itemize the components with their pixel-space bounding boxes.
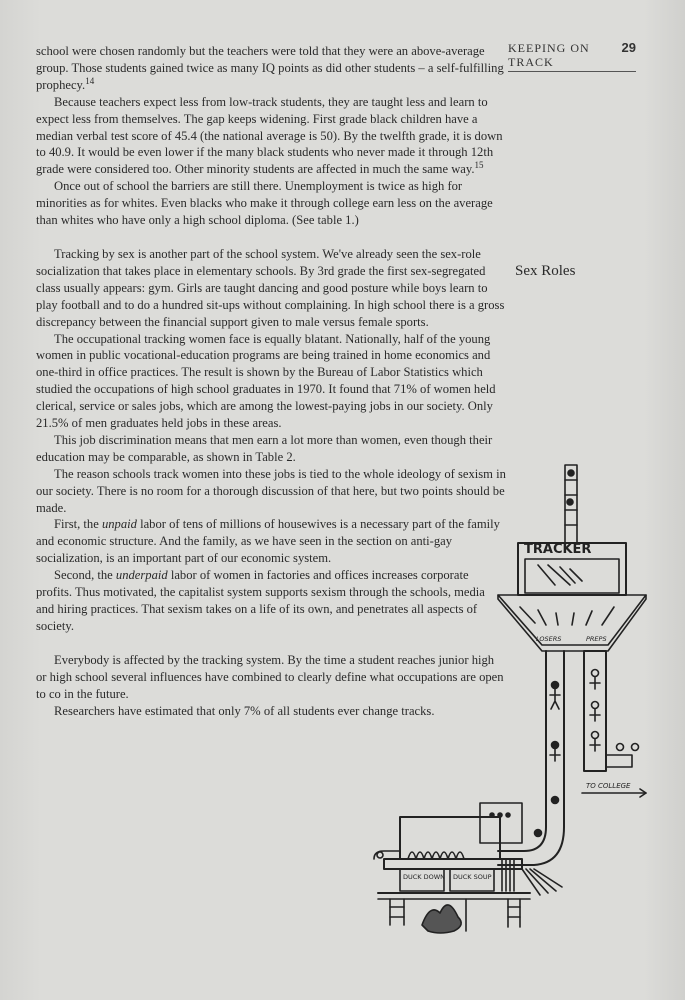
paragraph-text: labor of tens of millions of housewives is a necessary part of the family and economic structure. And the family, as we have seen in the section on anti-gay socialization, is an important part of our economic system.	[36, 517, 500, 566]
paragraph	[36, 94, 506, 179]
paragraph: The reason schools track women into these jobs is tied to the whole ideology of sexism in our society. There is no room for a thorough discussion of that here, but two points should be made.	[36, 466, 506, 515]
tracker-cartoon	[370, 455, 660, 945]
paragraph-text: First, the	[54, 517, 102, 532]
emphasis: underpaid	[115, 568, 168, 583]
arrow-label-college: TO COLLEGE	[586, 782, 631, 790]
chute-label-losers: LOSERS	[536, 635, 562, 643]
paragraph: Once out of school the barriers are still there. Unemployment is twice as high for minorities as for whites. Even blacks who make it through college earn less on the average than whites who have only a high school diploma. (See table 1.)	[36, 179, 493, 228]
running-head	[508, 41, 636, 72]
paragraph-text: Because teachers expect less from low-track students, they are taught less and learn to expect less from themselves. The gap keeps widening. First grade black children have a median verbal test score of 45.4 (the national average is 50). By the twelfth grade, it is down to 40.9. It would be even lower if the many black students who never made it through 12th grade were considered too. Other minority students are affected in much the same way.	[36, 94, 503, 177]
paragraph: Everybody is affected by the tracking system. By the time a student reaches junior high or high school several influences have combined to clearly define what occupations are open to co in the future.	[36, 652, 504, 701]
running-head-section: KEEPING ON TRACK	[508, 41, 590, 69]
paragraph-text: school were chosen randomly but the teachers were told that they were an above-average group. Those students gained twice as many IQ points as did other students – a self-fulfilling prophecy.	[36, 44, 504, 92]
footnote-ref: 14	[85, 75, 95, 86]
paragraph-text: labor of women in factories and offices increases corporate profits. Thus motivated, the capitalist system supports sexism through the schools, media and hiring practices. That sexism takes on a life of its own, and penetrates all aspects of society.	[36, 568, 485, 633]
machine-label: TRACKER	[524, 542, 592, 557]
paragraph: Researchers have estimated that only 7% of all students ever change tracks.	[54, 703, 435, 718]
emphasis: unpaid	[101, 517, 137, 532]
paragraph: Tracking by sex is another part of the school system. We've already seen the sex-role socialization that takes place in elementary schools. By 3rd grade the first sex-segregated class usually appears: gym. Girls are taught dancing and good posture while boys learn to play football and to do a hundred sit-ups without complaining. In high school there is a gross discrepancy between the financial support given to male versus female sports.	[36, 246, 505, 329]
page-number: 29	[621, 40, 636, 55]
paragraph-text: Second, the	[54, 568, 116, 583]
paragraph: The occupational tracking women face is equally blatant. Nationally, half of the young women in public vocational-education programs are being trained in home economics and one-third in office practices. The result is shown by the Bureau of Labor Statistics which studied the occupations of high school graduates in 1970. It found that 71% of women held clerical, service or sales jobs, which are among the lowest-paying jobs in our society. Only 21.5% of men graduates held jobs in these areas.	[36, 331, 496, 431]
side-heading-sex-roles: Sex Roles	[515, 263, 576, 279]
sign-left-text: DUCK DOWN	[403, 873, 446, 881]
sign-right-text: DUCK SOUP	[453, 873, 492, 881]
paragraph	[36, 43, 506, 94]
paragraph: This job discrimination means that men earn a lot more than women, even though their education may be comparable, as shown in Table 2.	[36, 432, 493, 464]
footnote-ref: 15	[474, 160, 484, 171]
chute-label-preps: PREPS	[586, 635, 607, 643]
